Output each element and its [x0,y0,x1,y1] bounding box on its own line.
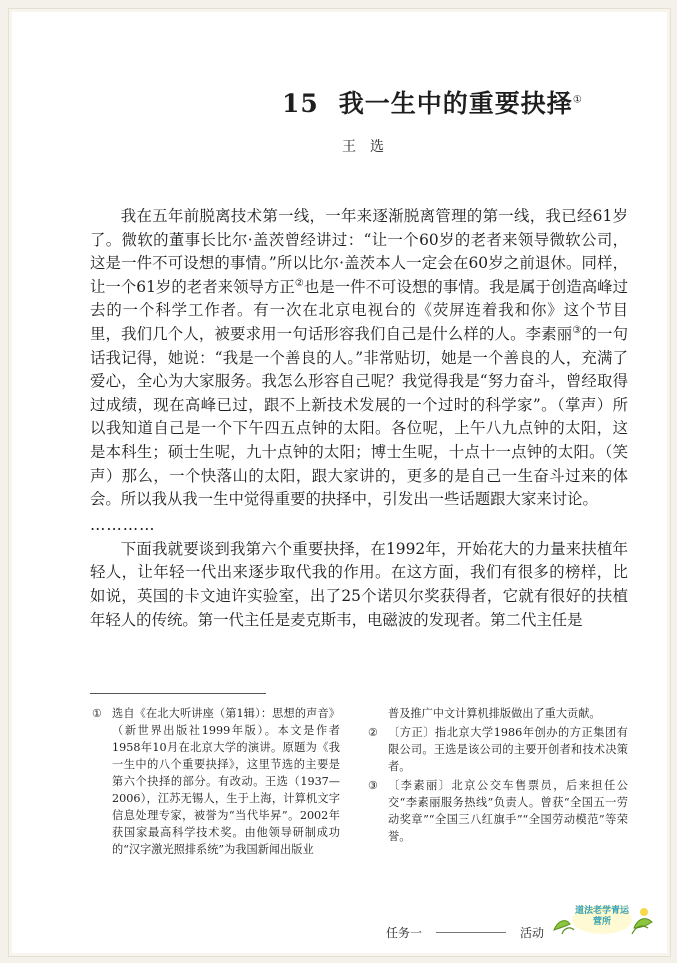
footer-divider [436,932,506,933]
footnote-3-text: 〔李素丽〕北京公交车售票员，后来担任公交“李素丽服务热线”负责人。曾获“全国五一劳动奖章”“全国三八红旗手”“全国劳动模范”等荣誉。 [388,779,628,843]
stage-direction-laughter: 笑声 [90,442,628,485]
footnotes-right-column [366,705,628,847]
footnote-3 [366,777,628,845]
footnote-1-mark: ① [92,707,103,720]
paragraph-1 [90,205,628,512]
footnote-3-mark: ③ [368,779,379,792]
footnote-1-text: 选自《在北大听讲座（第1辑）：思想的声音》（新世界出版社1999年版）。本文是作者1958年10月在北京大学的演讲。原题为《我一生中的八个重要抉择》，这里节选的主要是第六个抉择的部分。有改动。王选（1937—2006），江苏无锡人，生于上海，计算机文字信息处理专家，被誉为“当代毕昇”。2002年获国家最高科学技术奖。由他领导研制成功的“汉字激光照排系统”为我国新闻出版业 [112,707,340,856]
stage-direction-applause: 掌声 [565,395,597,414]
lesson-title: 我一生中的重要抉择 [338,89,573,118]
watermark-logo [548,900,656,940]
watermark-text: 道法老学青运营所 [574,906,629,927]
paragraph-1-part-5: ）那么，一个快落山的太阳，跟大家讲的，更多的是自己一生奋斗过来的体会。所以我从我一生中觉得重要的抉择中，引发出一些话题跟大家来讨论。 [90,466,628,509]
article-body [90,205,628,632]
footer-task-label: 任务一 [386,926,423,940]
footnote-1 [90,705,340,858]
footnote-2 [366,724,628,775]
footnote-mark-fangzheng[interactable]: ② [294,277,304,289]
footnote-divider [90,693,266,694]
footnotes-left-column [90,705,340,860]
title-footnote-mark[interactable]: ① [572,94,583,106]
paragraph-1-part-1: 我在五年前脱离技术第一线，一年来逐渐脱离管理的第一线，我已经61岁了。微软的董事长比尔·盖茨曾经讲过：“让一个60岁的老者来领导微软公司，这是一件不可设想的事情。”所以比尔·盖茨本人一定会在60岁之前退休。同样，让一个61岁的老者来领导方正 [90,207,628,296]
page-title [282,84,583,120]
footnote-2-mark: ② [368,726,379,739]
paragraph-1-part-3: 的一句话我记得，她说：“我是一个善良的人。”非常贴切，她是一个善良的人，充满了爱心，全心为大家服务。我怎么形容自己呢？我觉得我是“努力奋斗，曾经取得过成绩，现在高峰已过，跟不上新技术发展的一个过时的科学家”。（ [90,324,628,414]
footnote-2-text: 〔方正〕指北京大学1986年创办的方正集团有限公司。王选是该公司的主要开创者和技术决策者。 [388,726,628,773]
footnote-mark-lisuli[interactable]: ③ [572,324,582,336]
footnote-1-continuation: 普及推广中文计算机排版做出了重大贡献。 [388,707,601,720]
footer-activity-label: 活动 [520,926,545,940]
lesson-number: 15 [282,89,319,118]
paragraph-1-part-4: ）所以我知道自己是一个下午四五点钟的太阳。各位呢，上午八九点钟的太阳，这是本科生；硕士生呢，九十点钟的太阳；博士生呢，十点十一点钟的太阳。（ [90,395,628,461]
omission-ellipsis: ………… [90,515,156,534]
author-name: 王选 [342,139,398,155]
paragraph-1-part-2: 也是一件不可设想的事情。我是属于创造高峰过去的一个科学工作者。有一次在北京电视台的《荧屏连着我和你》这个节目里，我们几个人，被要求用一句话形容我们自己是什么样的人。李素丽 [90,277,628,343]
paragraph-2: 下面我就要谈到我第六个重要抉择，在1992年，开始花大的力量来扶植年轻人，让年轻一代出来逐步取代我的作用。在这方面，我们有很多的榜样，比如说，英国的卡文迪许实验室，出了25个诺贝尔奖获得者，它就有很好的扶植年轻人的传统。第一代主任是麦克斯韦，电磁波的发现者。第二代主任是 [90,539,628,629]
